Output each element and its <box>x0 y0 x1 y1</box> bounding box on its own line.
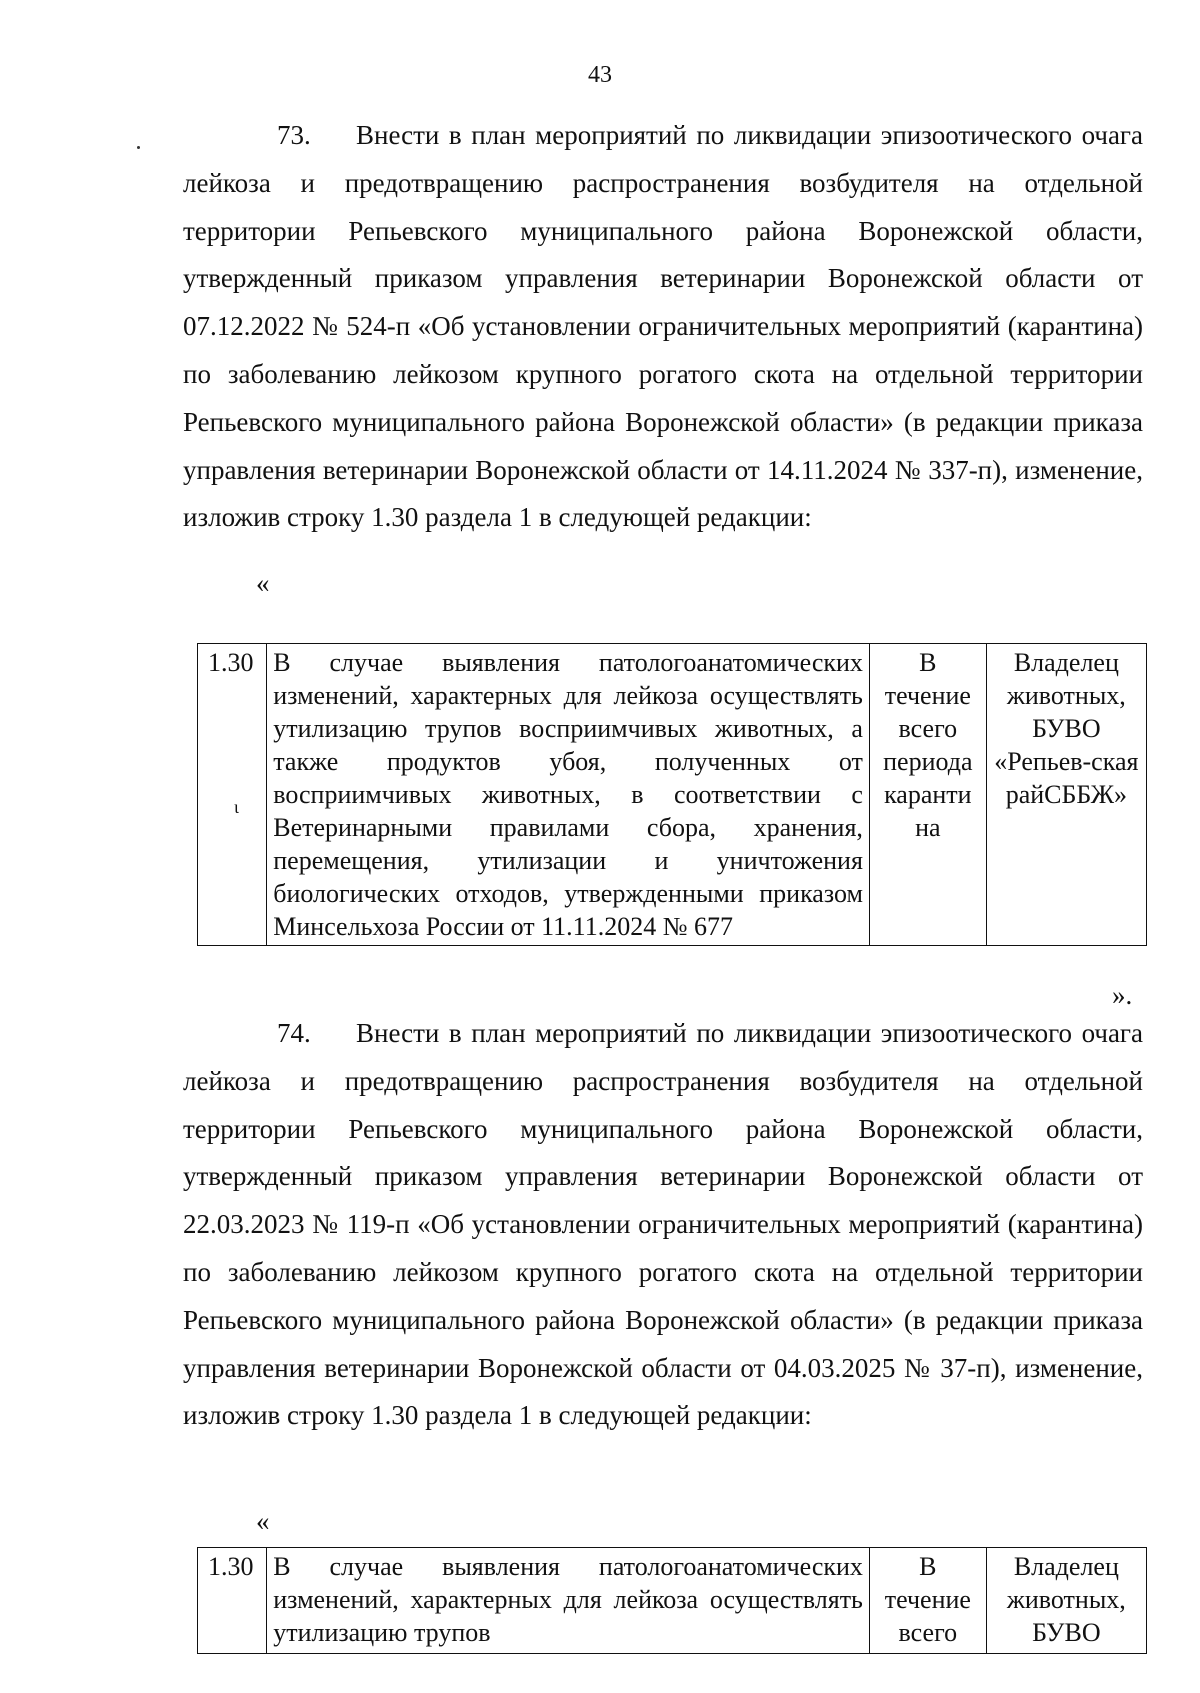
table1-row-responsible: Владелец животных, БУВО «Репьев-ская райСББЖ» <box>986 644 1146 946</box>
table1-row-text: В случае выявления патологоанатомических изменений, характерных для лейкоза осуществлять утилизацию трупов восприимчивых животных, а также продуктов убоя, полученных от восприимчивых животных, в соответствии с Ветеринарными правилами сбора, хранения, перемещения, утилизации и уничтожения биологических отходов, утвержденными приказом Минсельхоза России от 11.11.2024 № 677 <box>267 644 870 946</box>
table2-row <box>198 1548 1147 1654</box>
item-74-text: Внести в план мероприятий по ликвидации эпизоотического очага лейкоза и предотвращению распространения возбудителя на отдельной территории Репьевского муниципального района Воронежской области, утвержденный приказом управления ветеринарии Воронежской области от 22.03.2023 № 119-п «Об установлении ограничительных мероприятий (карантина) по заболеванию лейкозом крупного рогатого скота на отдельной территории Репьевского муниципального района Воронежской области» (в редакции приказа управления ветеринарии Воронежской области от 04.03.2025 № 37-п), изменение, изложив строку 1.30 раздела 1 в следующей редакции: <box>183 1018 1143 1431</box>
table1-scan-mark: ι <box>234 797 239 817</box>
item-74-paragraph <box>183 1010 1143 1440</box>
table1-row-number: 1.30 <box>198 644 267 946</box>
table1-open-quote: « <box>256 568 270 598</box>
table2-row-text: В случае выявления патологоанатомических изменений, характерных для лейкоза осуществлять утилизацию трупов <box>267 1548 870 1654</box>
table1-row <box>198 644 1147 946</box>
table1-close-quote: ». <box>1112 980 1133 1010</box>
item-73-paragraph <box>183 112 1143 542</box>
item-73-text: Внести в план мероприятий по ликвидации эпизоотического очага лейкоза и предотвращению распространения возбудителя на отдельной территории Репьевского муниципального района Воронежской области, утвержденный приказом управления ветеринарии Воронежской области от 07.12.2022 № 524-п «Об установлении ограничительных мероприятий (карантина) по заболеванию лейкозом крупного рогатого скота на отдельной территории Репьевского муниципального района Воронежской области» (в редакции приказа управления ветеринарии Воронежской области от 14.11.2024 № 337-п), изменение, изложив строку 1.30 раздела 1 в следующей редакции: <box>183 120 1143 533</box>
table2-row-term: В течение всего <box>869 1548 986 1654</box>
item-74-number: 74. <box>277 1018 311 1048</box>
table1 <box>197 643 1147 946</box>
table2-row-responsible: Владелец животных, БУВО <box>986 1548 1146 1654</box>
item-73-number: 73. <box>277 120 311 150</box>
stray-mark <box>137 146 140 149</box>
table2-open-quote: « <box>256 1506 270 1536</box>
table1-row-term: В течение всего периода каранти на <box>869 644 986 946</box>
table2 <box>197 1547 1147 1654</box>
table2-row-number: 1.30 <box>198 1548 267 1654</box>
page-number: 43 <box>588 62 612 88</box>
